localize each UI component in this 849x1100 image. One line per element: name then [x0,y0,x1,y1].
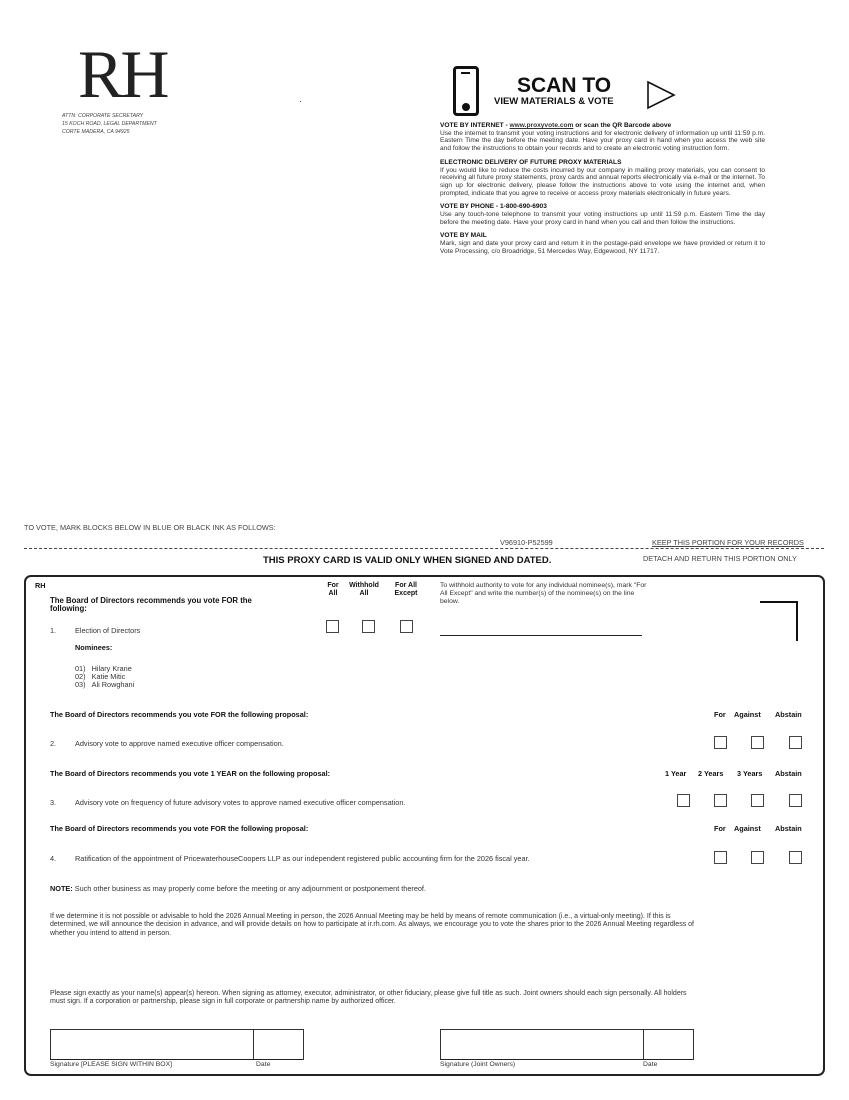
date-box[interactable] [253,1029,304,1060]
board-rec-1b: following: [50,604,87,613]
item4-for-checkbox[interactable] [714,851,727,864]
internet-title-tail: or scan the QR Barcode above [573,122,672,129]
board-rec-1: The Board of Directors recommends you vote FOR the [50,596,252,605]
col-1-year: 1 Year [665,769,687,778]
internet-title: VOTE BY INTERNET - [440,122,510,129]
nominee-item: 01) Hilary Krane [75,664,132,673]
address-line: 15 KOCH ROAD, LEGAL DEPARTMENT [62,121,157,127]
col-for-all-except: For All Except [394,582,418,597]
mail-title: VOTE BY MAIL [440,232,487,240]
col-against: Against [734,710,761,719]
electronic-body: If you would like to reduce the costs incurred by our company in mailing proxy materials, you can consent to receiving all future proxy statements, proxy cards and annual reports electronically via e-mail or the internet. To sign up for electronic delivery, please follow the instructions above to vote using the internet and, when prompted, indicate that you agree to receive or access proxy materials electronically in future years. [440,166,765,197]
col-against: Against [734,824,761,833]
item3-1-year-checkbox[interactable] [677,794,690,807]
col-withhold-all: Withhold All [349,582,379,597]
scan-title: SCAN TO [517,74,612,97]
item2-number: 2. [50,739,57,748]
col-for: For [714,824,726,833]
signature-label: Signature [PLEASE SIGN WITHIN BOX] [50,1061,173,1068]
col-abstain: Abstain [775,710,802,719]
nominee-item: 02) Katie Mitic [75,672,126,681]
play-arrow-icon [646,80,676,110]
phone-icon [453,66,479,116]
item3-2-years-checkbox[interactable] [714,794,727,807]
joint-signature-box[interactable] [440,1029,644,1060]
withhold-note: To withhold authority to vote for any individual nominee(s), mark "For All Except" and write the number(s) of the nominee(s) on the line below. [440,582,647,605]
item3-text: Advisory vote on frequency of future advisory votes to approve named executive officer compensation. [75,798,406,807]
signature-line [50,1059,302,1060]
col-abstain: Abstain [775,824,802,833]
mark-instructions: TO VOTE, MARK BLOCKS BELOW IN BLUE OR BLACK INK AS FOLLOWS: [24,523,276,532]
phone-title: VOTE BY PHONE - 1-800-690-6903 [440,203,547,211]
internet-body: Use the internet to transmit your voting instructions and for electronic delivery of information up until 11:59 p.m. Eastern Time the day before the meeting date. Have your proxy card in hand when you access the web site and follow the instructions to obtain your records and to create an electronic voting instruction form. [440,129,765,153]
col-2-years: 2 Years [698,769,724,778]
voting-instructions [440,122,765,262]
proxyvote-link[interactable]: www.proxyvote.com [509,122,574,129]
card-company: RH [35,581,46,590]
col-abstain: Abstain [775,769,802,778]
rh-logo: RH [78,36,167,112]
item3-number: 3. [50,798,57,807]
nominee-item: 03) Ali Rowghani [75,680,135,689]
valid-notice: THIS PROXY CARD IS VALID ONLY WHEN SIGNED AND DATED. [263,555,552,566]
item3-abstain-checkbox[interactable] [789,794,802,807]
joint-date-label: Date [643,1061,658,1068]
electronic-title: ELECTRONIC DELIVERY OF FUTURE PROXY MATERIALS [440,158,622,166]
item4-against-checkbox[interactable] [751,851,764,864]
date-label: Date [256,1061,271,1068]
col-for: For [714,710,726,719]
for-all-except-checkbox[interactable] [400,620,413,633]
note-text: NOTE: Such other business as may properly come before the meeting or any adjournment or postponement thereof. [50,884,426,893]
detach-line [24,548,824,549]
meeting-notice: If we determine it is not possible or advisable to hold the 2026 Annual Meeting in person, the 2026 Annual Meeting may be held by means of remote communication (i.e., a virtual-only meeting). If this is determined, we will announce the decision in advance, and will provide details on how to participate at ir.rh.com. As always, we encourage you to vote the shares prior to the 2026 Annual Meeting regardless of whether you intend to attend in person. [50,913,694,937]
return-address [62,112,157,136]
item4-number: 4. [50,854,57,863]
item1-number: 1. [50,626,57,635]
item2-text: Advisory vote to approve named executive officer compensation. [75,739,284,748]
withhold-all-checkbox[interactable] [362,620,375,633]
phone-body: Use any touch-tone telephone to transmit your voting instructions up until 11:59 p.m. Eastern Time the day before the meeting date. Have your proxy card in hand when you call and then follow the instructions. [440,211,765,226]
joint-signature-line [440,1059,692,1060]
signing-instructions: Please sign exactly as your name(s) appear(s) hereon. When signing as attorney, executor, administrator, or other fiduciary, please give full title as such. Joint owners should each sign personally. All holders must sign. If a corporation or partnership, please sign in full corporate or partnership name by authorized officer. [50,990,687,1006]
item2-abstain-checkbox[interactable] [789,736,802,749]
address-line: ATTN: CORPORATE SECRETARY [62,113,144,119]
signature-box[interactable] [50,1029,254,1060]
for-all-checkbox[interactable] [326,620,339,633]
item1-text: Election of Directors [75,626,141,635]
item2-for-checkbox[interactable] [714,736,727,749]
board-rec-3: The Board of Directors recommends you vote 1 YEAR on the following proposal: [50,769,331,778]
item4-text: Ratification of the appointment of PricewaterhouseCoopers LLP as our independent registered public accounting firm for the 2026 fiscal year. [75,854,530,863]
board-rec-2: The Board of Directors recommends you vote FOR the following proposal: [50,710,309,719]
joint-signature-label: Signature (Joint Owners) [440,1061,516,1068]
address-line: CORTE MADERA, CA 94925 [62,129,130,135]
control-number: V96910-P52599 [496,538,557,547]
joint-date-box[interactable] [643,1029,694,1060]
scan-subtitle: VIEW MATERIALS & VOTE [494,96,614,107]
keep-portion-text: KEEP THIS PORTION FOR YOUR RECORDS [648,538,808,547]
nominee-number-line[interactable] [440,635,642,636]
col-3-years: 3 Years [737,769,763,778]
detach-text: DETACH AND RETURN THIS PORTION ONLY [643,554,797,563]
corner-mark [760,601,798,641]
item4-abstain-checkbox[interactable] [789,851,802,864]
item3-3-years-checkbox[interactable] [751,794,764,807]
mail-body: Mark, sign and date your proxy card and return it in the postage-paid envelope we have provided or return it to Vote Processing, c/o Broadridge, 51 Mercedes Way, Edgewood, NY 11717. [440,240,765,255]
col-for-all: For All [327,582,339,597]
nominees-label: Nominees: [75,643,113,652]
dot-mark [300,101,301,102]
board-rec-4: The Board of Directors recommends you vote FOR the following proposal: [50,824,309,833]
item2-against-checkbox[interactable] [751,736,764,749]
